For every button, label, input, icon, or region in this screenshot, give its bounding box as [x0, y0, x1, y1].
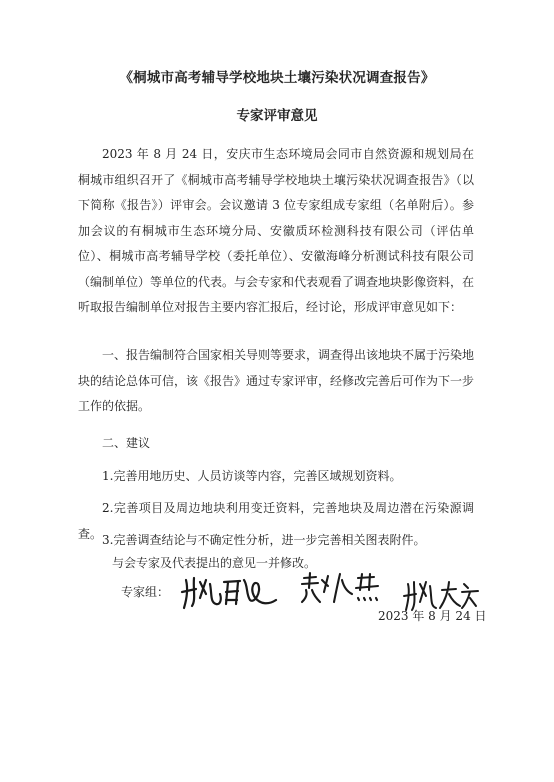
suggestion-item-2: 2.完善项目及周边地块利用变迁资料，完善地块及周边潜在污染源调查。	[78, 501, 474, 541]
closing-sentence: 与会专家及代表提出的意见一并修改。	[112, 556, 317, 570]
intro-paragraph: 2023 年 8 月 24 日，安庆市生态环境局会同市自然资源和规划局在桐城市组织召开了《桐城市高考辅导学校地块土壤污染状况调查报告》（以下简称《报告》）评审会。会议邀请 3 位专家组成专家组（名单附后）。参加会议的有桐城市生态环境分局、安徽质环检测科技有限公司（评估单位）、桐城市高考辅导学校（委托单位）、安徽海峰分析测试科技有限公司（编制单位）等单位的代表。与会专家和代表观看了调查地块影像资料，在听取报告编制单位对报告主要内容汇报后，经讨论，形成评审意见如下：	[78, 147, 475, 314]
document-title: 《桐城市高考辅导学校地块土壤污染状况调查报告》	[119, 70, 435, 86]
suggestion-item-3: 3.完善调查结论与不确定性分析，进一步完善相关图表附件。	[102, 533, 426, 547]
document-subtitle: 专家评审意见	[236, 108, 318, 124]
conclusion-paragraph: 一、报告编制符合国家相关导则等要求，调查得出该地块不属于污染地块的结论总体可信，该《报告》通过专家评审，经修改完善后可作为下一步工作的依据。	[78, 348, 475, 413]
signature-1	[180, 570, 280, 612]
signature-2	[298, 570, 394, 606]
suggestions-heading: 二、建议	[102, 436, 151, 450]
suggestion-item-1: 1.完善用地历史、人员访谈等内容，完善区域规划资料。	[102, 469, 402, 483]
signature-date: 2023 年 8 月 24 日	[378, 609, 487, 623]
expert-group-label: 专家组：	[121, 585, 170, 599]
